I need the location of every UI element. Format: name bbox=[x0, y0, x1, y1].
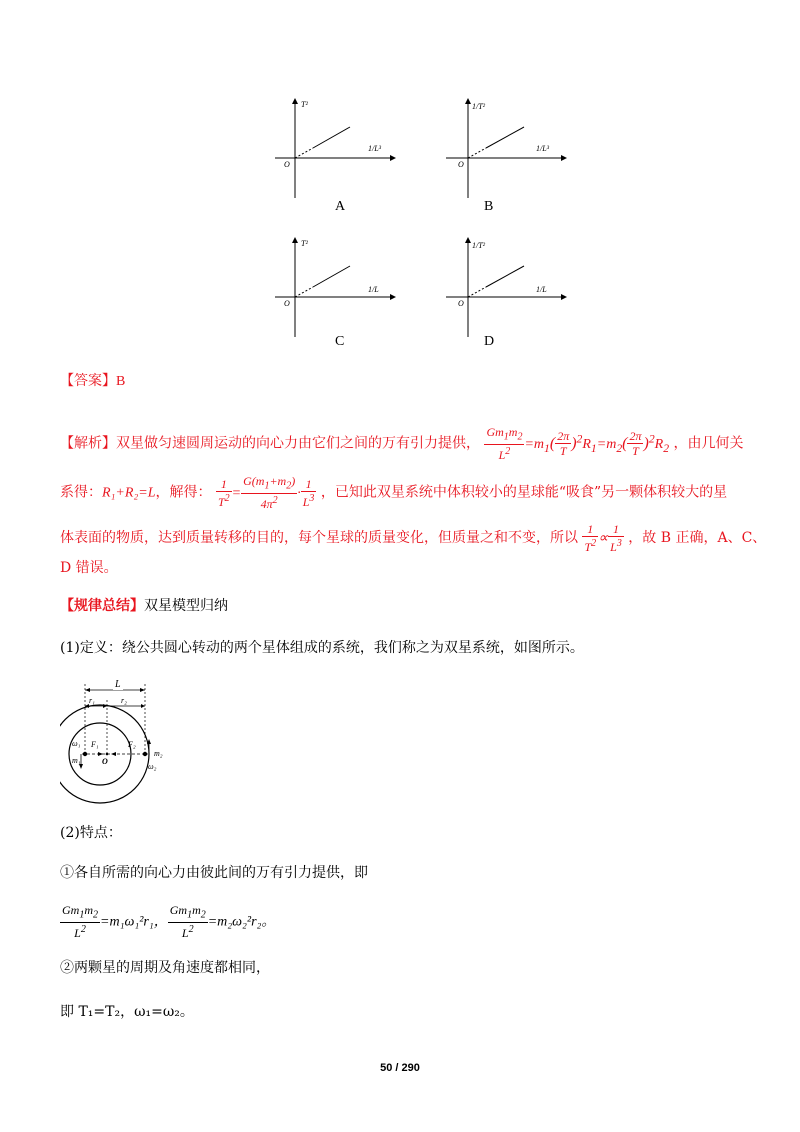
eq1-rhs-1: =m₁ω₁²r₁， bbox=[100, 914, 168, 930]
binary-star-diagram bbox=[60, 676, 180, 806]
y-axis-label: 1/T² bbox=[472, 241, 486, 250]
diagram-label-r2: r₂ bbox=[121, 696, 127, 705]
diagram-label-F2: F₂ bbox=[128, 740, 136, 749]
analysis-line-1 bbox=[60, 425, 743, 462]
page-number: 50 / 290 bbox=[380, 1062, 420, 1074]
formula-gravity-centripetal: $\frac{Gm_1m_2}{L^2}$ $=m_1$( $\frac{2\pi}{T}$ )$^2R_1=m_2$( $\frac{2\pi}{T}$ )$^2R_2$ bbox=[486, 425, 670, 463]
formula-period-solution: $\frac{1}{T^2}$ = $\frac{G(m_1+m_2)}{4\pi^2}$ · $\frac{1}{L^3}$ bbox=[217, 474, 315, 512]
analysis-geometry-eq: R₁+R₂=L bbox=[102, 485, 156, 501]
analysis-text-2d: ，已知此双星系统中体积较小的星球能“吸食”另一颗体积较大的星 bbox=[320, 484, 728, 501]
eq1-rhs-2: =m₂ω₂²r₂。 bbox=[207, 914, 276, 930]
graph-option-c bbox=[265, 237, 395, 347]
diagram-label-omega2: ω₂ bbox=[148, 762, 157, 771]
summary-heading bbox=[60, 596, 228, 616]
diagram-label-F1: F₁ bbox=[91, 740, 99, 749]
y-axis-label: 1/T² bbox=[472, 102, 486, 111]
diagram-label-omega1: ω₁ bbox=[72, 739, 81, 748]
analysis-text-1-end: ，由几何关 bbox=[673, 435, 744, 452]
analysis-line-3 bbox=[60, 522, 766, 554]
summary-title: 双星模型归纳 bbox=[144, 598, 228, 614]
option-c-label: C bbox=[335, 334, 345, 349]
analysis-text-2c: ，解得： bbox=[155, 484, 212, 501]
option-b-label: B bbox=[484, 199, 494, 214]
features-title: (2)特点： bbox=[60, 825, 122, 841]
x-axis-label: 1/L bbox=[368, 285, 379, 294]
diagram-label-O: O bbox=[102, 757, 108, 766]
x-axis-label: 1/L³ bbox=[536, 144, 550, 153]
feature-2-equation: 即 T₁=T₂，ω₁=ω₂。 bbox=[60, 1004, 194, 1020]
graph-option-d bbox=[436, 237, 566, 347]
definition-text: (1)定义：绕公共圆心转动的两个星体组成的系统，我们称之为双星系统，如图所示。 bbox=[60, 640, 584, 656]
analysis-line-2 bbox=[60, 474, 727, 511]
feature-1-equation: $\frac{Gm_1m_2}{L^2}$ =m₁ω₁²r₁， $\frac{Gm_1m_2}{L^2}$ =m₂ω₂²r₂。 bbox=[62, 903, 276, 941]
option-a-label: A bbox=[335, 199, 346, 214]
y-axis-label: T² bbox=[301, 100, 308, 109]
y-axis-label: T² bbox=[301, 239, 308, 248]
analysis-line-4: D 错误。 bbox=[60, 560, 118, 576]
analysis-text-3-end: ，故 B 正确，A、C、 bbox=[628, 530, 767, 546]
origin-label: O bbox=[458, 160, 464, 169]
answer-prefix: 【答案】 bbox=[60, 373, 116, 389]
x-axis-label: 1/L³ bbox=[368, 144, 382, 153]
summary-prefix: 【规律总结】 bbox=[60, 598, 144, 614]
option-d-label: D bbox=[484, 334, 495, 349]
formula-proportional: $\frac{1}{T^2}$ ∝ $\frac{1}{L^3}$ bbox=[584, 522, 622, 554]
analysis-text-3: 体表面的物质，达到质量转移的目的，每个星球的质量变化，但质量之和不变，所以 bbox=[60, 530, 578, 546]
answer-value: B bbox=[116, 374, 126, 389]
feature-1-text: ①各自所需的向心力由彼此间的万有引力提供，即 bbox=[60, 865, 368, 881]
diagram-label-L: L bbox=[115, 679, 121, 690]
analysis-prefix: 【解析】 bbox=[60, 435, 116, 452]
origin-label: O bbox=[284, 160, 290, 169]
answer-line bbox=[60, 371, 125, 392]
graph-option-a bbox=[265, 98, 395, 208]
analysis-text-2a: 系得： bbox=[60, 484, 102, 501]
analysis-text-1: 双星做匀速圆周运动的向心力由它们之间的万有引力提供， bbox=[116, 435, 480, 452]
origin-label: O bbox=[284, 299, 290, 308]
feature-2-text: ②两颗星的周期及角速度都相同， bbox=[60, 960, 270, 976]
origin-label: O bbox=[458, 299, 464, 308]
x-axis-label: 1/L bbox=[536, 285, 547, 294]
diagram-label-m2: m₂ bbox=[154, 749, 163, 758]
diagram-label-m1: m₁ bbox=[72, 756, 81, 765]
diagram-label-r1: r₁ bbox=[89, 696, 95, 705]
graph-option-b bbox=[436, 98, 566, 208]
